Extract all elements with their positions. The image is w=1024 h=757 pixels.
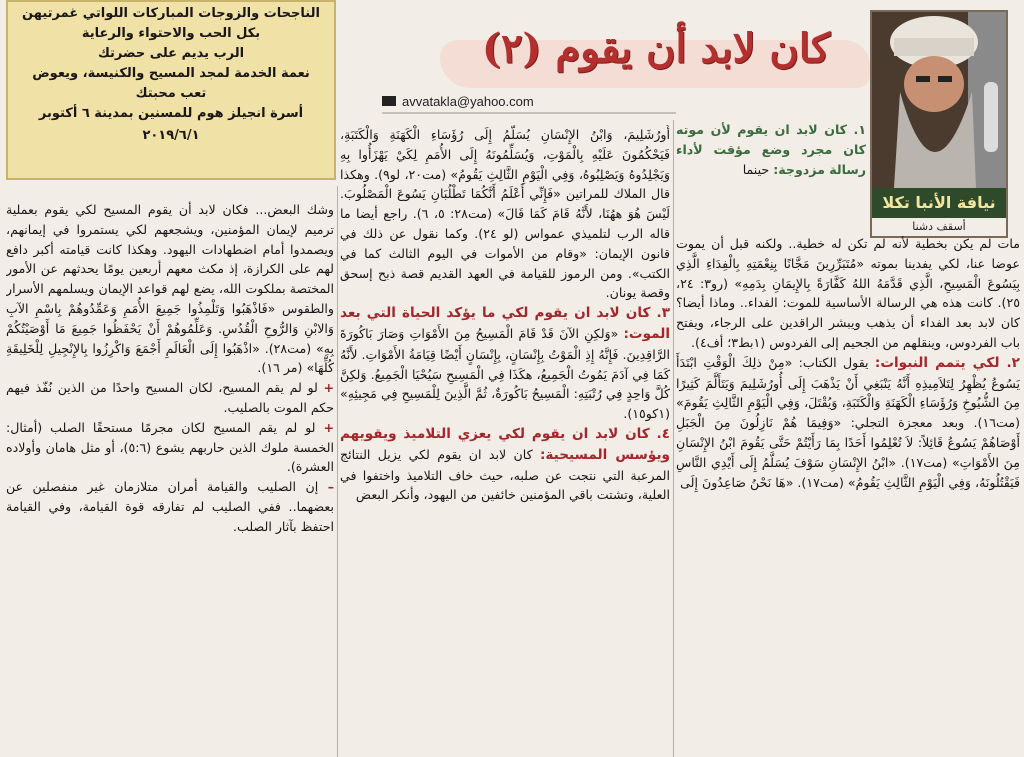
email-marker-icon <box>382 96 396 106</box>
paragraph-text: «وَلكِنِ الآنَ قَدْ قَامَ الْمَسِيحُ مِنَ الأَمْوَاتِ وَصَارَ بَاكُورَةَ الرَّاقِدِينَ. فَإِنَّهُ إِذِ الْمَوْتُ بِإِنْسَانٍ، بِإِنْسَانٍ أَيْضًا قِيَامَةُ الأَمْوَاتِ. لأَنَّهُ كَمَا فِي آدَمَ يَمُوتُ الْجَمِيعُ، هكَذَا فِي الْمَسِيحِ سَيُحْيَا الْجَمِيعُ. وَلكِنَّ كُلَّ وَاحِدٍ فِي رُتْبَتِهِ: الْمَسِيحُ بَاكُورَةٌ، ثُمَّ الَّذِينَ لِلْمَسِيحِ فِي مَجِيئِهِ» (١كو١٥). <box>340 325 670 422</box>
paragraph: أُورُشَلِيمَ، وَابْنُ الإِنْسَانِ يُسَلَّمُ إِلَى رُؤَسَاءِ الْكَهَنَةِ وَالْكَتَبَةِ، فَيَحْكُمُونَ عَلَيْهِ بِالْمَوْتِ، وَيُسَلِّمُونَهُ إِلَى الأُمَمِ لِكَيْ يَهْزَأُوا بِهِ وَيَجْلِدُوهُ وَيَصْلِبُوهُ، وَفِي الْيَوْمِ الثَّالِثِ يَقُومُ» (مت٢٠، لو٩). وهكذا قال الملاك للمراتين «فَإِنِّي أَعْلَمُ أَنَّكُمَا تَطْلُبَانِ يَسُوعَ الْمَصْلُوبَ. لَيْسَ هُوَ ههُنَا، لأَنَّهُ قَامَ كَمَا قَالَ» (مت٢٨: ٥، ٦). راجع أيضا ما قاله الرب لتلميذي عمواس (لو ٢٤). وكما نقول عن ذلك في قانون الإيمان: «وقام من الأموات في اليوم الثالث كما في الكتب». ومن الرموز للقيامة في العهد القديم قصة ذبح إسحق وقصة يونان. <box>340 127 670 301</box>
section-heading-3: ٣. كان لابد ان يقوم لكي ما يؤكد الحياة التي بعد الموت: <box>340 305 670 342</box>
paragraph-text: كان لابد ان يقوم لكي يزيل النتائج المرعبة التي نتجت عن صلبه، حيث خاف التلاميذ واختفوا في العلية، وتشتت باقي المؤمنين خائفين من اليهود، وأنكر البعض <box>340 446 670 503</box>
lead-paragraph <box>676 120 866 179</box>
bullet-mark: + <box>323 419 334 435</box>
bullet-text: لو لم يقم المسيح، لكان المسيح واحدًا من الذين نُفّذ فيهم حكم الموت بالصليب. <box>6 380 334 415</box>
bullet-item <box>6 477 334 536</box>
email-bar <box>382 92 672 110</box>
section-heading-1: ١. كان لابد ان يقوم لأن موته كان مجرد وضع مؤقت لأداء رسالة مزدوجة: <box>676 122 866 177</box>
article-column-middle <box>340 125 670 757</box>
paragraph-text: يقول الكتاب: «مِنْ ذلِكَ الْوَقْتِ ابْتَدَأَ يَسُوعُ يُظْهِرُ لِتَلاَمِيذِهِ أَنَّهُ يَنْبَغِي أَنْ يَذْهَبَ إِلَى أُورُشَلِيمَ وَيَتَأَلَّمَ كَثِيرًا مِنَ الشُّيُوخِ وَرُؤَسَاءِ الْكَهَنَةِ وَالْكَتَبَةِ، وَيُقْتَلَ، وَفِي الْيَوْمِ الثَّالِثِ يَقُومَ» (مت١٦). وبعد معجزة التجلي: «وَفِيمَا هُمْ نَازِلُونَ مِنَ الْجَبَلِ أَوْصَاهُمْ يَسُوعُ قَائِلاً: لاَ تُعْلِمُوا أَحَدًا بِمَا رَأَيْتُمْ حَتَّى يَقُومَ ابْنُ الإِنْسَانِ مِنَ الأَمْوَاتِ» (مت١٧). «ابْنُ الإِنْسَانِ سَوْفَ يُسَلَّمُ إِلَى أَيْدِي النَّاسِ فَيَقْتُلُونَهُ، وَفِي الْيَوْمِ الثَّالِثِ يَقُومُ» (مت١٧). «هَا نَحْنُ صَاعِدُونَ إِلَى <box>676 354 1020 490</box>
paragraph <box>676 353 1020 493</box>
email-underline <box>382 112 676 114</box>
article-title: كان لابد أن يقوم (٢) <box>482 25 830 72</box>
paragraph <box>340 424 670 505</box>
author-title: أسقف دشنا <box>872 218 1006 236</box>
author-email[interactable]: avvatakla@yahoo.com <box>402 93 534 109</box>
notice-date: ٢٠١٩/٦/١ <box>142 128 200 143</box>
paragraph: وشك البعض... فكان لابد أن يقوم المسيح لكي يقوم بعملية ترميم لإيمان المؤمنين، ويشجعهم لكي يستمروا في إيمانهم، ويصمدوا أمام اضطهادات اليهود. وهكذا كانت قيامته أكبر دافع لهم على الكرازة، إذ مكث معهم أربعين يومًا يحدثهم عن الأمور المختصة بملكوت الله، يضع لهم قواعد الإيمان ويسلمهم الأسرار والطقوس «فَاذْهَبُوا وَتَلْمِذُوا جَمِيعَ الأُمَمِ وَعَمِّدُوهُمْ بِاسْمِ الآبِ وَالابْنِ وَالرُّوحِ الْقُدُسِ. وَعَلِّمُوهُمْ أَنْ يَحْفَظُوا جَمِيعَ مَا أَوْصَيْتُكُمْ بِهِ» (مت٢٨). «اذْهَبُوا إِلَى الْعَالَمِ أَجْمَعَ وَاكْرِزُوا بِالإِنْجِيلِ لِلْخَلِيقَةِ كُلِّهَا» (مر ١٦). <box>6 202 334 376</box>
notice-line: الرب يديم على حضرتك <box>97 46 245 61</box>
bullet-text: إن الصليب والقيامة أمران متلازمان غير منفصلين عن بعضهما.. ففي الصليب لم تفارقه قوة القيامة، وفي القيامة احتفظ بآثار الصلب. <box>6 479 334 534</box>
bullet-item <box>6 378 334 418</box>
right-column-body <box>676 234 1020 492</box>
section-heading-4: ٤. كان لابد ان يقوم لكي يعزي التلاميذ ويقويهم ويؤسس المسيحية: <box>340 425 670 463</box>
bullet-mark: – <box>327 479 334 495</box>
bullet-mark: + <box>323 380 334 396</box>
notice-line: أسرة انجيلز هوم للمسنين بمدينة ٦ أكتوبر <box>38 106 304 121</box>
paragraph <box>340 303 670 424</box>
column-divider <box>673 120 674 757</box>
author-name: نيافة الأنبا تكلا <box>872 188 1006 218</box>
notice-line: تعب محبتك <box>135 86 207 101</box>
notice-line: بكل الحب والاحتواء والرعاية <box>81 26 261 41</box>
notice-line: الناجحات والزوجات المباركات اللواتي غمرتيهن <box>22 6 320 21</box>
section-heading-2: ٢. لكي يتمم النبوات: <box>874 354 1020 371</box>
article-column-left <box>6 200 334 757</box>
article-column-right <box>676 120 1020 757</box>
bullet-text: لو لم يقم المسيح لكان مجرمًا مستحقًا الصلب (أمثال: الخمسة ملوك الذين حاربهم يشوع (٥:٦)، أو مثل هامان وأولاده العشرة). <box>6 419 334 475</box>
notice-box <box>6 0 336 180</box>
column-divider <box>337 186 338 757</box>
bullet-item <box>6 418 334 477</box>
lead-text: حينما <box>742 161 774 177</box>
notice-line: نعمة الخدمة لمجد المسيح والكنيسة، ويعوض <box>32 66 310 81</box>
paragraph: مات لم يكن بخطية لأنه لم تكن له خطية.. ولكنه قبل أن يموت عوضا عنا، لكي يفدينا بموته «مُتَبَرِّرِينَ مَجَّانًا بِنِعْمَتِهِ بِالْفِدَاءِ الَّذِي بِيَسُوعَ الْمَسِيحِ، الَّذِي قَدَّمَهُ اللهُ كَفَّارَةً بِالإِيمَانِ بِدَمِهِ» (رو٣: ٢٤، ٢٥). كانت هذه هي الرسالة الأساسية للموت: الفداء.. وماذا أيضا؟ كان لابد بعد الفداء أن يذهب ويبشر الراقدين على الرجاء، ويفتح باب الفردوس، وينقلهم من الجحيم إلى الفردوس (١بط٣؛ أف٤). <box>676 236 1020 350</box>
